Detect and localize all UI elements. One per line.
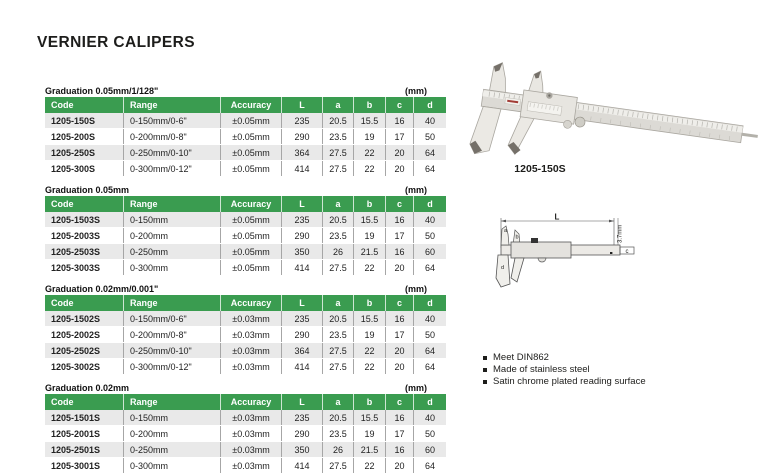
- product-photo: [443, 54, 765, 162]
- product-caption: 1205-150S: [514, 163, 566, 175]
- column-header-c: c: [386, 394, 414, 410]
- cell-accuracy: ±0.03mm: [221, 311, 282, 327]
- cell-a: 27.5: [323, 145, 354, 161]
- cell-accuracy: ±0.05mm: [221, 145, 282, 161]
- cell-d: 40: [414, 410, 447, 426]
- bullet-square-icon: [483, 380, 487, 384]
- cell-accuracy: ±0.03mm: [221, 442, 282, 458]
- cell-a: 23.5: [323, 426, 354, 442]
- cell-accuracy: ±0.03mm: [221, 426, 282, 442]
- table-row: [45, 343, 446, 359]
- cell-a: 20.5: [323, 311, 354, 327]
- cell-accuracy: ±0.03mm: [221, 458, 282, 474]
- cell-range: 0-200mm: [124, 426, 221, 442]
- unit-label: (mm): [405, 383, 427, 393]
- cell-accuracy: ±0.03mm: [221, 343, 282, 359]
- dim-a-label: a: [504, 228, 508, 234]
- cell-l: 290: [282, 129, 323, 145]
- graduation-label: Graduation 0.02mm/0.001": [45, 284, 159, 294]
- table-row: [45, 311, 446, 327]
- table-row: [45, 113, 446, 129]
- column-header-l: L: [282, 97, 323, 113]
- cell-d: 40: [414, 212, 447, 228]
- cell-b: 19: [354, 426, 386, 442]
- cell-code: 1205-3001S: [45, 458, 124, 474]
- column-header-d: d: [414, 97, 447, 113]
- column-header-c: c: [386, 97, 414, 113]
- tables-column: [45, 85, 435, 475]
- cell-a: 26: [323, 244, 354, 260]
- column-header-a: a: [323, 97, 354, 113]
- cell-code: 1205-1502S: [45, 311, 124, 327]
- feature-item: [483, 364, 646, 376]
- dim-c-label: c: [625, 249, 629, 255]
- column-header-l: L: [282, 196, 323, 212]
- cell-l: 350: [282, 244, 323, 260]
- feature-item: [483, 376, 646, 388]
- technical-drawing: [493, 212, 643, 294]
- cell-c: 20: [386, 458, 414, 474]
- spec-table-block: [45, 283, 435, 375]
- table-row: [45, 260, 446, 276]
- unit-label: (mm): [405, 86, 427, 96]
- spec-table: [45, 394, 446, 474]
- bullet-square-icon: [483, 368, 487, 372]
- cell-range: 0-250mm/0-10": [124, 145, 221, 161]
- table-row: [45, 410, 446, 426]
- cell-c: 20: [386, 359, 414, 375]
- cell-accuracy: ±0.05mm: [221, 228, 282, 244]
- cell-d: 64: [414, 458, 447, 474]
- cell-a: 20.5: [323, 212, 354, 228]
- cell-code: 1205-1501S: [45, 410, 124, 426]
- column-header-accuracy: Accuracy: [221, 394, 282, 410]
- cell-d: 40: [414, 311, 447, 327]
- table-row: [45, 359, 446, 375]
- column-header-d: d: [414, 394, 447, 410]
- column-header-code: Code: [45, 295, 124, 311]
- graduation-label: Graduation 0.05mm: [45, 185, 130, 195]
- cell-a: 27.5: [323, 343, 354, 359]
- column-header-accuracy: Accuracy: [221, 196, 282, 212]
- cell-b: 15.5: [354, 212, 386, 228]
- cell-l: 235: [282, 113, 323, 129]
- cell-l: 364: [282, 145, 323, 161]
- dim-b-label: b: [515, 234, 519, 241]
- cell-l: 235: [282, 212, 323, 228]
- cell-d: 40: [414, 113, 447, 129]
- column-header-code: Code: [45, 97, 124, 113]
- cell-b: 15.5: [354, 113, 386, 129]
- column-header-d: d: [414, 196, 447, 212]
- cell-range: 0-250mm/0-10": [124, 343, 221, 359]
- cell-l: 235: [282, 410, 323, 426]
- cell-a: 27.5: [323, 359, 354, 375]
- cell-range: 0-300mm/0-12": [124, 161, 221, 177]
- column-header-l: L: [282, 295, 323, 311]
- cell-a: 23.5: [323, 327, 354, 343]
- cell-c: 20: [386, 145, 414, 161]
- column-header-code: Code: [45, 196, 124, 212]
- cell-b: 15.5: [354, 410, 386, 426]
- cell-range: 0-150mm/0-6": [124, 311, 221, 327]
- column-header-d: d: [414, 295, 447, 311]
- cell-code: 1205-2001S: [45, 426, 124, 442]
- unit-label: (mm): [405, 284, 427, 294]
- column-header-accuracy: Accuracy: [221, 97, 282, 113]
- cell-b: 21.5: [354, 442, 386, 458]
- cell-c: 16: [386, 244, 414, 260]
- cell-l: 364: [282, 343, 323, 359]
- cell-d: 64: [414, 161, 447, 177]
- caliper-dimension-graphic: [493, 212, 643, 294]
- cell-accuracy: ±0.05mm: [221, 212, 282, 228]
- cell-accuracy: ±0.03mm: [221, 327, 282, 343]
- cell-d: 64: [414, 343, 447, 359]
- cell-c: 17: [386, 129, 414, 145]
- table-row: [45, 212, 446, 228]
- cell-code: 1205-2002S: [45, 327, 124, 343]
- cell-code: 1205-150S: [45, 113, 124, 129]
- cell-d: 64: [414, 359, 447, 375]
- cell-l: 290: [282, 327, 323, 343]
- cell-accuracy: ±0.03mm: [221, 359, 282, 375]
- cell-range: 0-300mm: [124, 260, 221, 276]
- dim-d-label: d: [501, 265, 505, 271]
- table-row: [45, 244, 446, 260]
- cell-c: 20: [386, 161, 414, 177]
- table-row: [45, 228, 446, 244]
- column-header-code: Code: [45, 394, 124, 410]
- column-header-b: b: [354, 394, 386, 410]
- cell-l: 290: [282, 228, 323, 244]
- cell-a: 20.5: [323, 410, 354, 426]
- cell-a: 23.5: [323, 129, 354, 145]
- spec-table: [45, 295, 446, 375]
- cell-code: 1205-200S: [45, 129, 124, 145]
- feature-text: Meet DIN862: [493, 352, 549, 363]
- cell-range: 0-250mm: [124, 442, 221, 458]
- cell-d: 50: [414, 327, 447, 343]
- cell-c: 20: [386, 260, 414, 276]
- feature-text: Satin chrome plated reading surface: [493, 376, 646, 387]
- cell-b: 19: [354, 129, 386, 145]
- cell-c: 16: [386, 442, 414, 458]
- cell-b: 22: [354, 343, 386, 359]
- cell-accuracy: ±0.05mm: [221, 113, 282, 129]
- graduation-label: Graduation 0.05mm/1/128": [45, 86, 159, 96]
- column-header-b: b: [354, 97, 386, 113]
- spec-table: [45, 196, 446, 276]
- column-header-c: c: [386, 295, 414, 311]
- cell-range: 0-300mm/0-12": [124, 359, 221, 375]
- cell-code: 1205-2003S: [45, 228, 124, 244]
- table-row: [45, 426, 446, 442]
- cell-c: 17: [386, 426, 414, 442]
- cell-l: 414: [282, 260, 323, 276]
- cell-accuracy: ±0.03mm: [221, 410, 282, 426]
- cell-code: 1205-3002S: [45, 359, 124, 375]
- cell-b: 22: [354, 260, 386, 276]
- cell-d: 64: [414, 145, 447, 161]
- page-title: VERNIER CALIPERS: [37, 34, 195, 52]
- cell-b: 19: [354, 327, 386, 343]
- cell-l: 414: [282, 458, 323, 474]
- cell-b: 22: [354, 359, 386, 375]
- cell-b: 15.5: [354, 311, 386, 327]
- cell-b: 22: [354, 458, 386, 474]
- column-header-b: b: [354, 295, 386, 311]
- cell-c: 16: [386, 410, 414, 426]
- cell-c: 17: [386, 228, 414, 244]
- caliper-photo-graphic: [443, 54, 765, 162]
- cell-code: 1205-250S: [45, 145, 124, 161]
- cell-d: 60: [414, 244, 447, 260]
- graduation-label: Graduation 0.02mm: [45, 383, 130, 393]
- column-header-range: Range: [124, 97, 221, 113]
- cell-c: 20: [386, 343, 414, 359]
- cell-accuracy: ±0.05mm: [221, 129, 282, 145]
- cell-accuracy: ±0.05mm: [221, 161, 282, 177]
- cell-l: 290: [282, 426, 323, 442]
- cell-a: 26: [323, 442, 354, 458]
- cell-a: 27.5: [323, 161, 354, 177]
- cell-a: 27.5: [323, 260, 354, 276]
- column-header-accuracy: Accuracy: [221, 295, 282, 311]
- cell-d: 50: [414, 426, 447, 442]
- cell-b: 22: [354, 145, 386, 161]
- column-header-b: b: [354, 196, 386, 212]
- column-header-l: L: [282, 394, 323, 410]
- cell-l: 414: [282, 161, 323, 177]
- cell-d: 64: [414, 260, 447, 276]
- cell-code: 1205-1503S: [45, 212, 124, 228]
- table-row: [45, 442, 446, 458]
- cell-b: 22: [354, 161, 386, 177]
- dim-L-label: L: [554, 212, 560, 222]
- cell-range: 0-200mm/0-8": [124, 327, 221, 343]
- cell-a: 20.5: [323, 113, 354, 129]
- cell-c: 16: [386, 311, 414, 327]
- feature-text: Made of stainless steel: [493, 364, 590, 375]
- cell-b: 19: [354, 228, 386, 244]
- cell-range: 0-150mm/0-6": [124, 113, 221, 129]
- cell-l: 414: [282, 359, 323, 375]
- cell-accuracy: ±0.05mm: [221, 260, 282, 276]
- cell-l: 350: [282, 442, 323, 458]
- cell-range: 0-250mm: [124, 244, 221, 260]
- column-header-c: c: [386, 196, 414, 212]
- column-header-range: Range: [124, 295, 221, 311]
- cell-c: 17: [386, 327, 414, 343]
- cell-d: 50: [414, 228, 447, 244]
- column-header-a: a: [323, 394, 354, 410]
- table-row: [45, 129, 446, 145]
- bullet-square-icon: [483, 356, 487, 360]
- cell-a: 27.5: [323, 458, 354, 474]
- cell-range: 0-200mm: [124, 228, 221, 244]
- table-row: [45, 327, 446, 343]
- cell-code: 1205-2503S: [45, 244, 124, 260]
- cell-code: 1205-3003S: [45, 260, 124, 276]
- spec-table-block: [45, 184, 435, 276]
- cell-code: 1205-2501S: [45, 442, 124, 458]
- table-row: [45, 458, 446, 474]
- column-header-a: a: [323, 295, 354, 311]
- cell-d: 60: [414, 442, 447, 458]
- cell-c: 16: [386, 212, 414, 228]
- cell-accuracy: ±0.05mm: [221, 244, 282, 260]
- table-row: [45, 161, 446, 177]
- column-header-a: a: [323, 196, 354, 212]
- cell-code: 1205-300S: [45, 161, 124, 177]
- cell-c: 16: [386, 113, 414, 129]
- table-row: [45, 145, 446, 161]
- cell-l: 235: [282, 311, 323, 327]
- cell-code: 1205-2502S: [45, 343, 124, 359]
- cell-b: 21.5: [354, 244, 386, 260]
- spec-table: [45, 97, 446, 177]
- dim-thickness-label: 3.7mm: [617, 224, 624, 243]
- feature-list: [483, 352, 646, 388]
- cell-range: 0-300mm: [124, 458, 221, 474]
- cell-range: 0-150mm: [124, 212, 221, 228]
- unit-label: (mm): [405, 185, 427, 195]
- cell-a: 23.5: [323, 228, 354, 244]
- cell-range: 0-200mm/0-8": [124, 129, 221, 145]
- cell-range: 0-150mm: [124, 410, 221, 426]
- spec-table-block: [45, 382, 435, 474]
- spec-table-block: [45, 85, 435, 177]
- cell-d: 50: [414, 129, 447, 145]
- feature-item: [483, 352, 646, 364]
- column-header-range: Range: [124, 196, 221, 212]
- column-header-range: Range: [124, 394, 221, 410]
